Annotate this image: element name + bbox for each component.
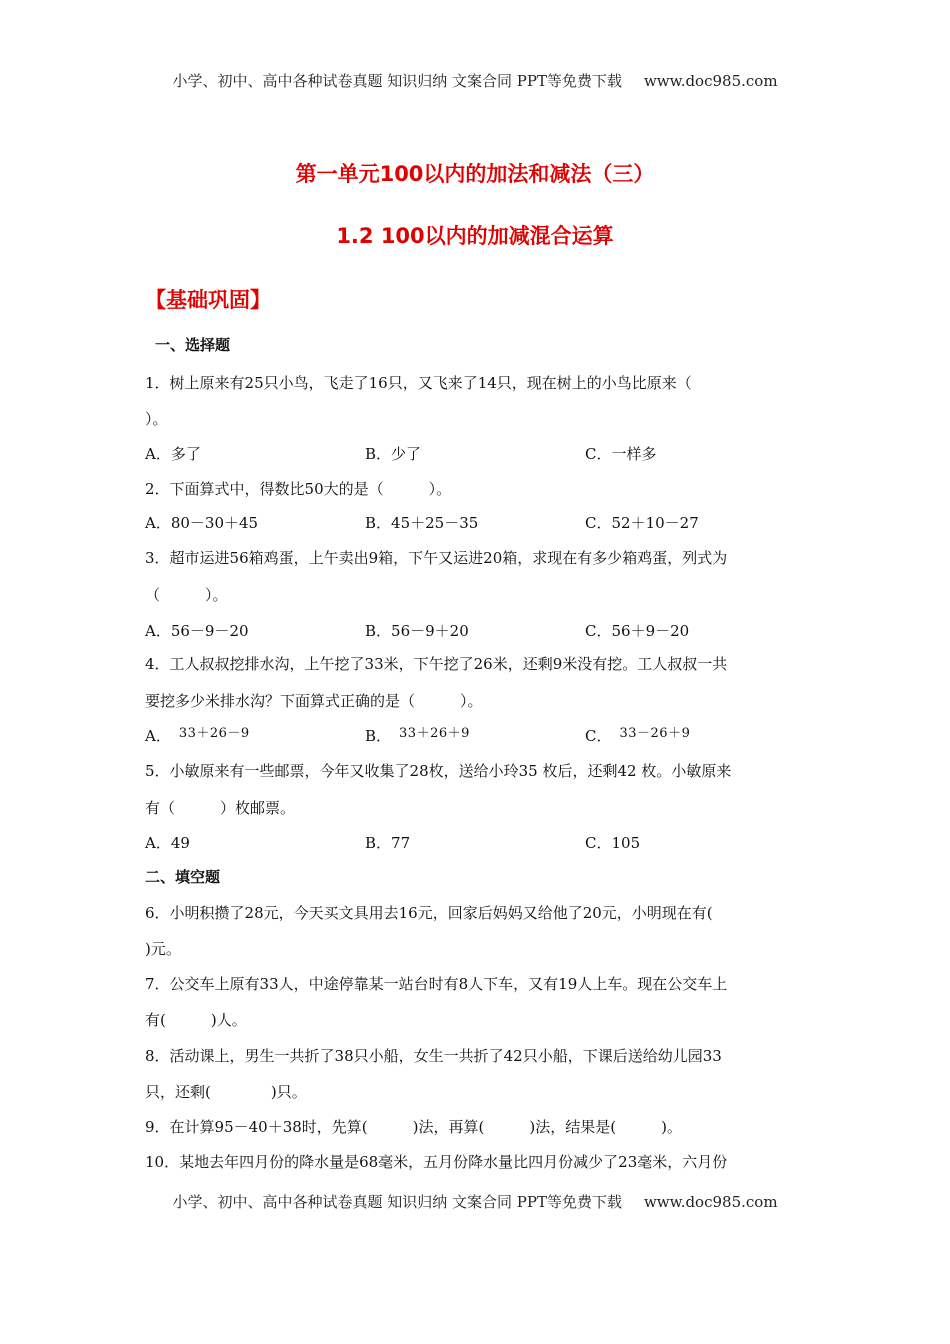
q2-option-c: C．52＋10－27	[585, 514, 699, 532]
q4-line1: 4．工人叔叔挖排水沟，上午挖了33米，下午挖了26米，还剩9米没有挖。工人叔叔一共	[145, 655, 728, 673]
section-tag: 【基础巩固】	[145, 288, 271, 312]
q3-line2: （ ）。	[145, 586, 228, 604]
footer-text: 小学、初中、高中各种试卷真题 知识归纳 文案合同 PPT等免费下载	[172, 1193, 622, 1211]
q3-option-a: A．56－9－20	[145, 622, 249, 640]
q1-option-b: B．少了	[365, 445, 422, 463]
q4-option-a	[145, 725, 250, 746]
q4-option-b-label: B．	[365, 727, 392, 745]
part1-heading: 一、选择题	[155, 336, 231, 354]
q4-option-a-label: A．	[145, 727, 171, 745]
q3-option-b: B．56－9＋20	[365, 622, 469, 640]
q5-option-b: B．77	[365, 834, 411, 852]
q4-option-c	[585, 725, 690, 746]
q3-option-c: C．56＋9－20	[585, 622, 690, 640]
q4-option-a-expr: 33＋26－9	[178, 726, 250, 741]
q10-line1: 10．某地去年四月份的降水量是68毫米，五月份降水量比四月份减少了23毫米，六月份	[145, 1153, 728, 1171]
q6-line1: 6．小明积攒了28元，今天买文具用去16元，回家后妈妈又给他了20元，小明现在有(	[145, 904, 713, 922]
q4-line2: 要挖多少米排水沟？下面算式正确的是（ ）。	[145, 692, 483, 710]
q3-line1: 3．超市运进56箱鸡蛋，上午卖出9箱，下午又运进20箱，求现在有多少箱鸡蛋，列式为	[145, 549, 728, 567]
q2-line1: 2．下面算式中，得数比50大的是（ ）。	[145, 480, 452, 498]
q5-line2: 有（ ）枚邮票。	[145, 799, 296, 817]
q1-line1: 1．树上原来有25只小鸟，飞走了16只，又飞来了14只，现在树上的小鸟比原来（	[145, 374, 692, 392]
q1-line2: ）。	[145, 410, 168, 428]
page-title: 第一单元100以内的加法和减法（三）	[295, 162, 655, 186]
q4-option-b-expr: 33＋26＋9	[399, 726, 470, 741]
page-header	[0, 70, 950, 91]
q5-line1: 5．小敏原来有一些邮票，今年又收集了28枚，送给小玲35 枚后，还剩42 枚。小敏原来	[145, 762, 732, 780]
page-footer	[0, 1191, 950, 1212]
q4-option-c-label: C．	[585, 727, 612, 745]
q7-line1: 7．公交车上原有33人，中途停靠某一站台时有8人下车，又有19人上车。现在公交车上	[145, 975, 728, 993]
q7-line2: 有( )人。	[145, 1011, 247, 1029]
q2-option-b: B．45＋25－35	[365, 514, 479, 532]
q5-option-a: A．49	[145, 834, 190, 852]
q1-option-a: A．多了	[145, 445, 201, 463]
q2-option-a: A．80－30＋45	[145, 514, 259, 532]
q6-line2: )元。	[145, 940, 181, 958]
q4-option-b	[365, 725, 470, 746]
header-site-link[interactable]: www.doc985.com	[643, 72, 778, 90]
page-subtitle: 1.2 100以内的加减混合运算	[336, 224, 614, 248]
q8-line1: 8．活动课上，男生一共折了38只小船，女生一共折了42只小船，下课后送给幼儿园33	[145, 1047, 722, 1065]
q9-line1: 9．在计算95－40＋38时，先算( )法，再算( )法，结果是( )。	[145, 1118, 682, 1136]
footer-site-link[interactable]: www.doc985.com	[643, 1193, 778, 1211]
q1-option-c: C．一样多	[585, 445, 657, 463]
part2-heading: 二、填空题	[145, 868, 221, 886]
q5-option-c: C．105	[585, 834, 641, 852]
q8-line2: 只，还剩( )只。	[145, 1083, 307, 1101]
q4-option-c-expr: 33－26＋9	[619, 726, 691, 741]
header-text: 小学、初中、高中各种试卷真题 知识归纳 文案合同 PPT等免费下载	[172, 72, 622, 90]
